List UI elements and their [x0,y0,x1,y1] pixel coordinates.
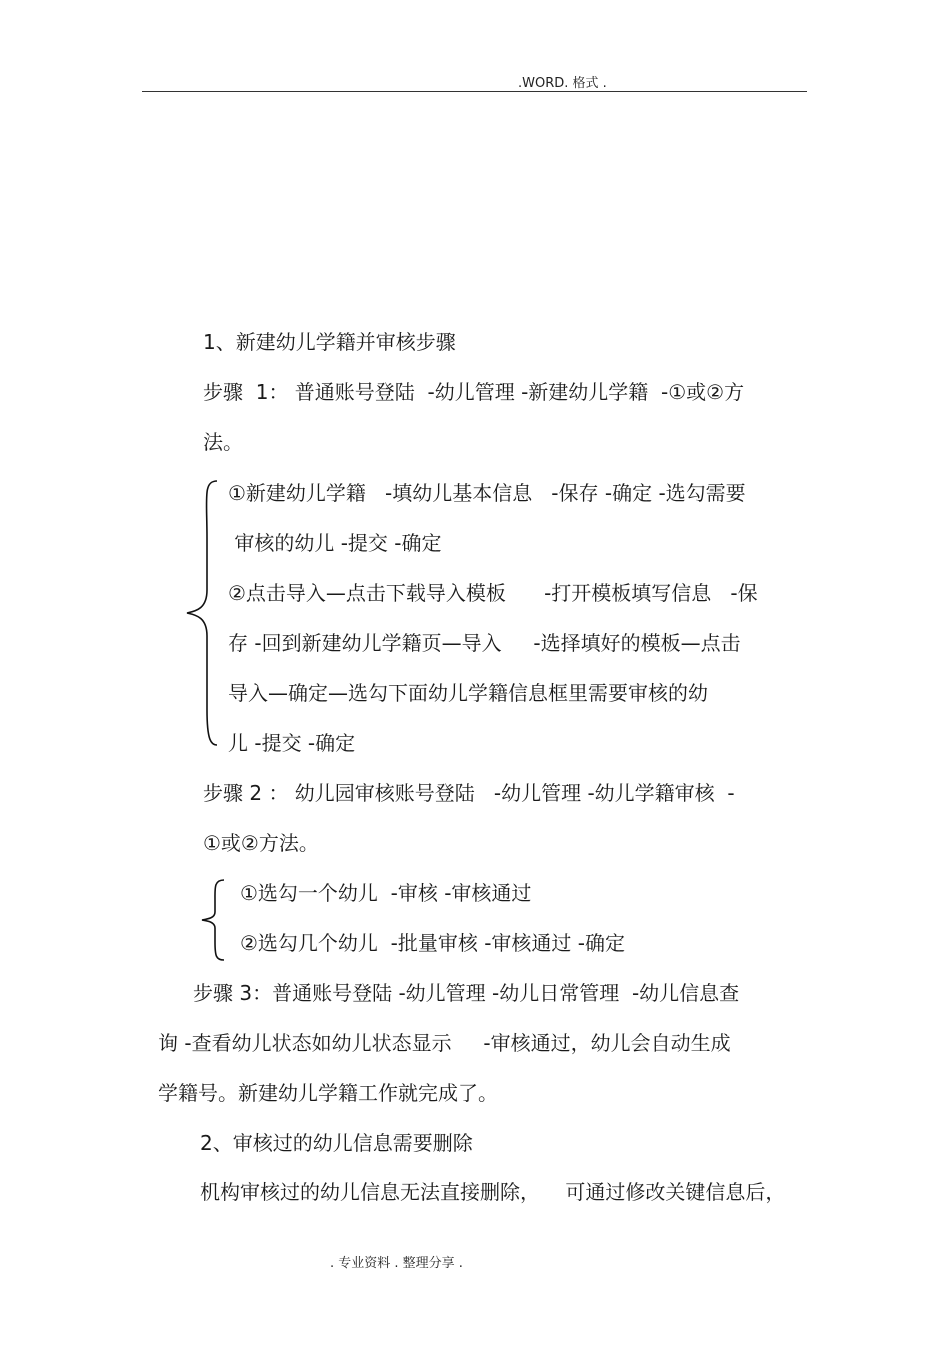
section1-title: 1、新建幼儿学籍并审核步骤 [203,330,456,354]
section2-title: 2、审核过的幼儿信息需要删除 [200,1131,473,1155]
method1-line-2: 审核的幼儿 -提交 -确定 [228,531,442,555]
step3-line-3: 学籍号。新建幼儿学籍工作就完成了。 [158,1081,498,1105]
footer-text: . 专业资料 . 整理分享 . [330,1256,463,1271]
method1-line-1: ①新建幼儿学籍 -填幼儿基本信息 -保存 -确定 -选勾需要 [228,481,746,505]
brace-icon [200,878,226,962]
method2-line-2: 存 -回到新建幼儿学籍页—导入 -选择填好的模板—点击 [228,631,741,655]
section2-para-line-1: 机构审核过的幼儿信息无法直接删除， 可通过修改关键信息后， [200,1180,786,1204]
brace-icon [185,478,219,748]
step3-line-2: 询 -查看幼儿状态如幼儿状态显示 -审核通过，幼儿会自动生成 [158,1031,731,1055]
method2-line-1: ②点击导入—点击下载导入模板 -打开模板填写信息 -保 [228,581,758,605]
step2-method-1: ①选勾一个幼儿 -审核 -审核通过 [240,881,532,905]
method2-line-4: 儿 -提交 -确定 [228,731,356,755]
step3-line-1: 步骤 3：普通账号登陆 -幼儿管理 -幼儿日常管理 -幼儿信息查 [193,981,740,1005]
step2-line-1: 步骤 2 ： 幼儿园审核账号登陆 -幼儿管理 -幼儿学籍审核 - [203,781,735,805]
method2-line-3: 导入—确定—选勾下面幼儿学籍信息框里需要审核的幼 [228,681,708,705]
header-text: .WORD. 格式 . [518,76,607,91]
step1-line-1: 步骤 1： 普通账号登陆 -幼儿管理 -新建幼儿学籍 -①或②方 [203,380,745,404]
header-rule [142,91,807,92]
step2-line-2: ①或②方法。 [203,831,319,855]
step2-method-2: ②选勾几个幼儿 -批量审核 -审核通过 -确定 [240,931,626,955]
step1-line-2: 法。 [203,430,243,454]
